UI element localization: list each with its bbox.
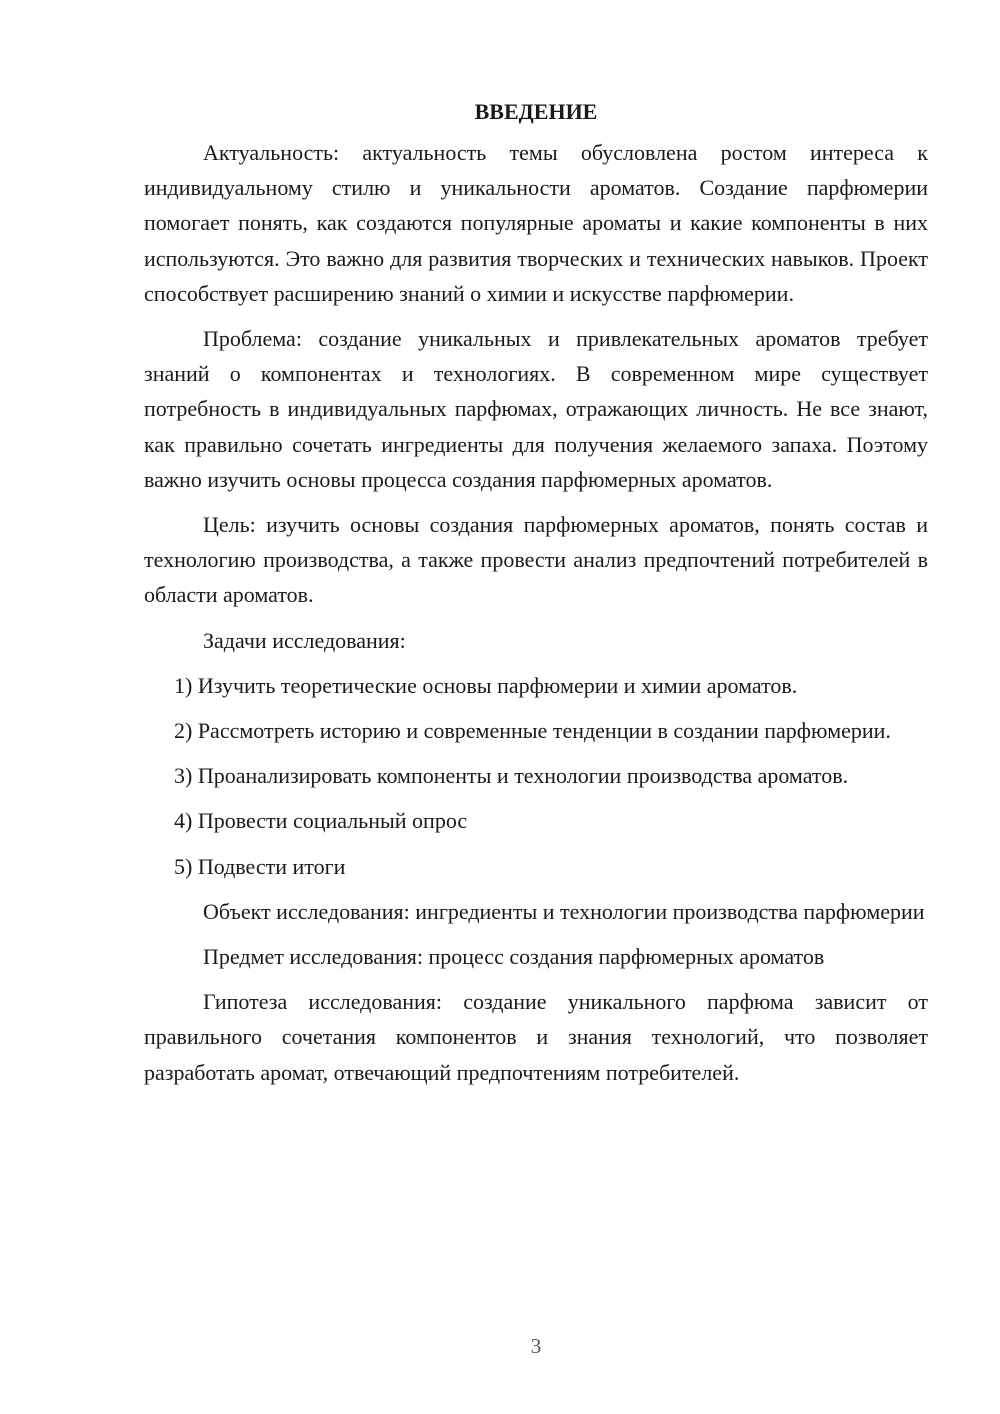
task-item-3: 3) Проанализировать компоненты и технологии производства ароматов.	[174, 763, 849, 789]
paragraph-goal: Цель: изучить основы создания парфюмерных ароматов, понять состав и технологию производства, а также провести анализ предпочтений потребителей в области ароматов.	[144, 512, 928, 608]
paragraph-relevance: Актуальность: актуальность темы обусловлена ростом интереса к индивидуальному стилю и уникальности ароматов. Создание парфюмерии помогает понять, как создаются популярные ароматы и какие компоненты в них используются. Это важно для развития творческих и технических навыков. Проект способствует расширению знаний о химии и искусстве парфюмерии.	[144, 140, 928, 306]
paragraph-hypothesis: Гипотеза исследования: создание уникального парфюма зависит от правильного сочетания компонентов и знания технологий, что позволяет разработать аромат, отвечающий предпочтениям потребителей.	[144, 989, 928, 1085]
task-item-5: 5) Подвести итоги	[174, 853, 346, 879]
tasks-heading: Задачи исследования:	[203, 627, 406, 653]
paragraph-problem: Проблема: создание уникальных и привлекательных ароматов требует знаний о компонентах и технологиях. В современном мире существует потребность в индивидуальных парфюмах, отражающих личность. Не все знают, как правильно сочетать ингредиенты для получения желаемого запаха. Поэтому важно изучить основы процесса создания парфюмерных ароматов.	[144, 326, 928, 492]
paragraph-subject: Предмет исследования: процесс создания парфюмерных ароматов	[203, 944, 825, 970]
section-title: ВВЕДЕНИЕ	[474, 99, 598, 124]
task-item-2: 2) Рассмотреть историю и современные тенденции в создании парфюмерии.	[174, 718, 891, 744]
task-item-1: 1) Изучить теоретические основы парфюмерии и химии ароматов.	[174, 672, 798, 698]
page-number: 3	[530, 1334, 542, 1358]
page-content	[144, 94, 928, 1100]
paragraph-object: Объект исследования: ингредиенты и технологии производства парфюмерии	[203, 898, 925, 924]
task-item-4: 4) Провести социальный опрос	[174, 808, 468, 834]
